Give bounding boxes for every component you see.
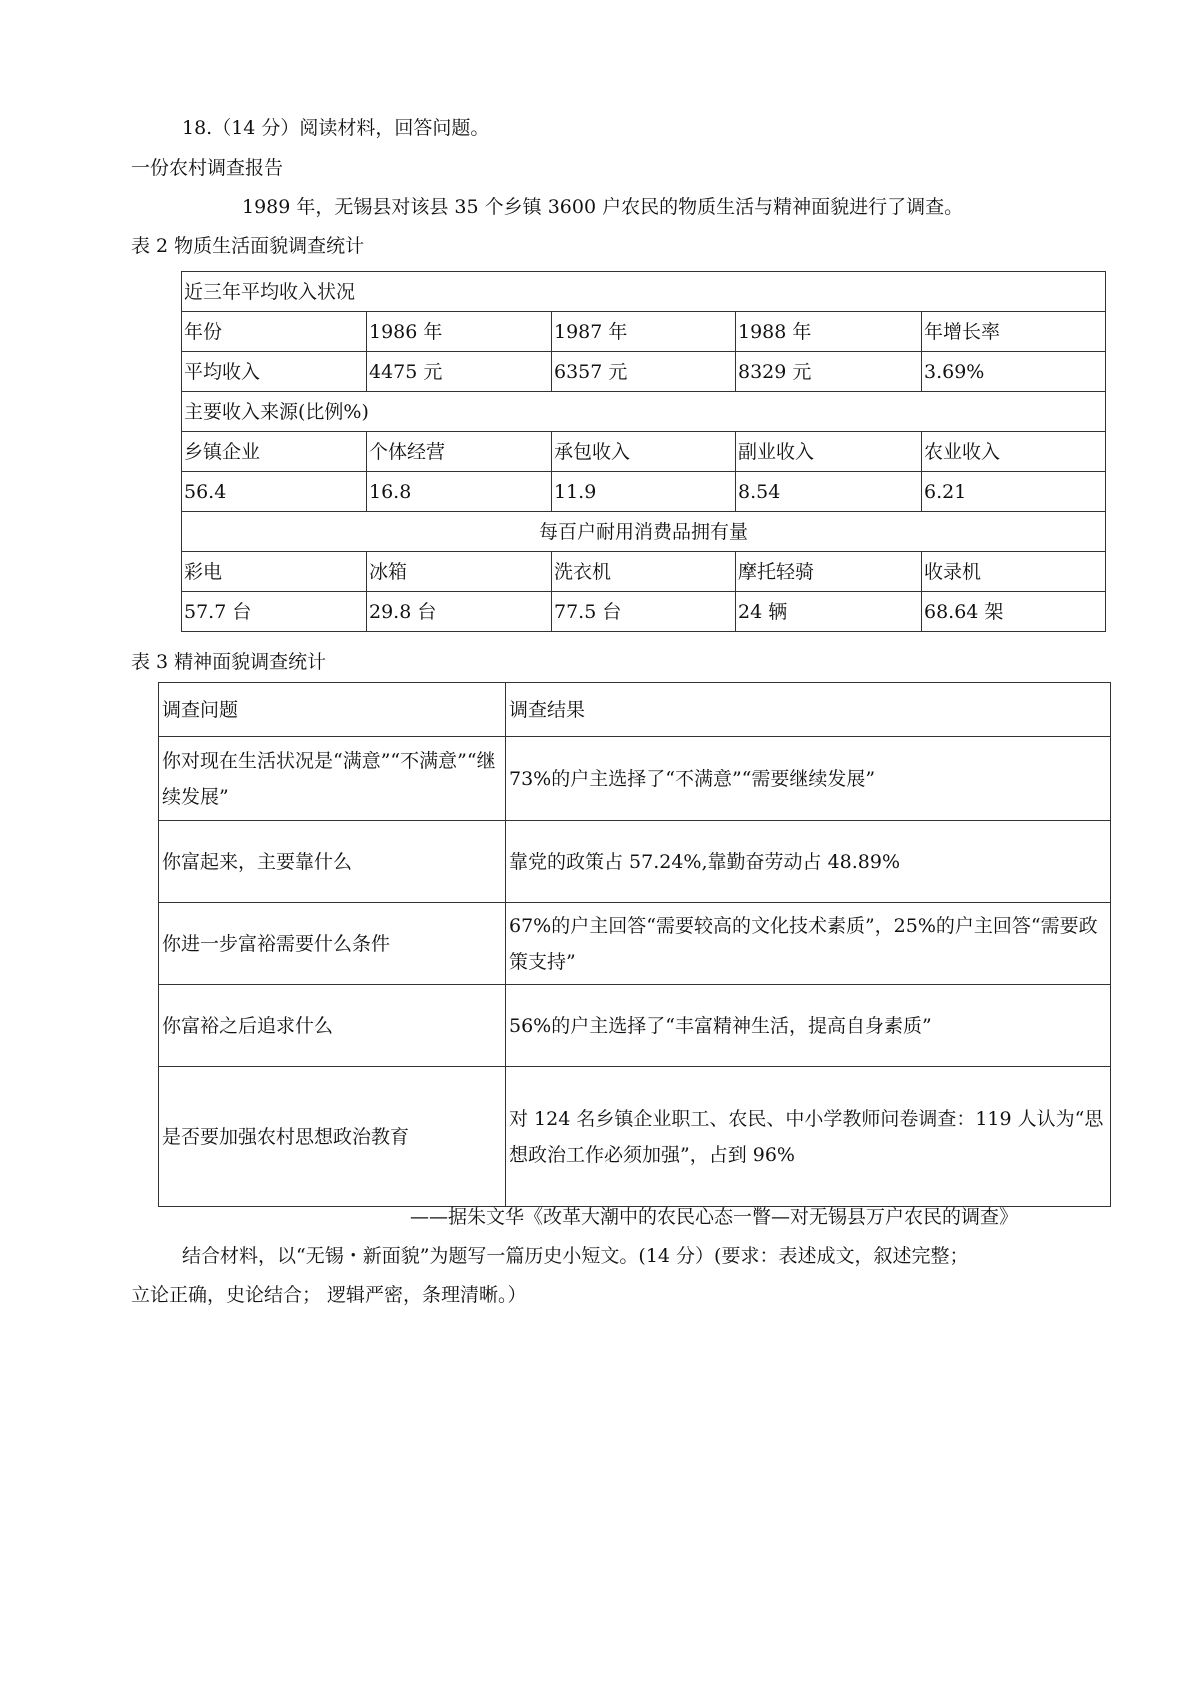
table-cell: 1987 年 (552, 312, 736, 352)
task-line-2: 立论正确，史论结合； 逻辑严密，条理清晰。） (131, 1284, 527, 1306)
answer-cell: 73%的户主选择了“不满意”“需要继续发展” (506, 737, 1111, 821)
table-row (182, 352, 1106, 392)
table-cell: 农业收入 (922, 432, 1106, 472)
table-row (159, 903, 1111, 985)
table-cell: 个体经营 (367, 432, 552, 472)
table-cell: 24 辆 (736, 592, 922, 632)
table-cell: 57.7 台 (182, 592, 367, 632)
table-cell: 洗衣机 (552, 552, 736, 592)
task-line-1: 结合材料，以“无锡・新面貌”为题写一篇历史小短文。(14 分）(要求：表述成文，叙述完整； (182, 1245, 969, 1267)
table-cell: 1986 年 (367, 312, 552, 352)
table-cell: 收录机 (922, 552, 1106, 592)
table-cell: 1988 年 (736, 312, 922, 352)
answer-cell: 56%的户主选择了“丰富精神生活，提高自身素质” (506, 985, 1111, 1067)
question-header: 18.（14 分）阅读材料，回答问题。 (182, 117, 490, 139)
table-cell: 6357 元 (552, 352, 736, 392)
question-cell: 你富裕之后追求什么 (159, 985, 506, 1067)
table-cell: 平均收入 (182, 352, 367, 392)
table-cell: 68.64 架 (922, 592, 1106, 632)
table-cell: 副业收入 (736, 432, 922, 472)
table-cell: 彩电 (182, 552, 367, 592)
header-cell: 调查结果 (506, 683, 1111, 737)
question-cell: 你富起来，主要靠什么 (159, 821, 506, 903)
source-title: 主要收入来源(比例%) (182, 392, 1106, 432)
table-cell: 冰箱 (367, 552, 552, 592)
answer-cell: 对 124 名乡镇企业职工、农民、中小学教师问卷调查：119 人认为“思想政治工作必须加强”，占到 96% (506, 1067, 1111, 1207)
table-row (159, 737, 1111, 821)
intro-paragraph: 1989 年，无锡县对该县 35 个乡镇 3600 户农民的物质生活与精神面貌进行了调查。 (242, 196, 964, 218)
table-cell: 16.8 (367, 472, 552, 512)
table-cell: 3.69% (922, 352, 1106, 392)
table-cell: 6.21 (922, 472, 1106, 512)
material-life-table (181, 271, 1106, 632)
spiritual-outlook-table (158, 682, 1111, 1207)
income-title: 近三年平均收入状况 (182, 272, 1106, 312)
table-cell: 77.5 台 (552, 592, 736, 632)
durable-title: 每百户耐用消费品拥有量 (182, 512, 1106, 552)
table-cell: 11.9 (552, 472, 736, 512)
table-header-row (159, 683, 1111, 737)
table-row (182, 552, 1106, 592)
source-citation: ——据朱文华《改革大潮中的农民心态一瞥—对无锡县万户农民的调查》 (410, 1206, 1019, 1228)
question-cell: 是否要加强农村思想政治教育 (159, 1067, 506, 1207)
report-title: 一份农村调查报告 (131, 157, 284, 179)
table-cell: 29.8 台 (367, 592, 552, 632)
table3-caption: 表 3 精神面貌调查统计 (131, 651, 327, 673)
table-row (159, 821, 1111, 903)
table-cell: 年份 (182, 312, 367, 352)
table-cell: 摩托轻骑 (736, 552, 922, 592)
table-row (182, 432, 1106, 472)
table-row (182, 312, 1106, 352)
table-cell: 承包收入 (552, 432, 736, 472)
table-row (159, 985, 1111, 1067)
table-cell: 56.4 (182, 472, 367, 512)
table2-caption: 表 2 物质生活面貌调查统计 (131, 235, 365, 257)
answer-cell: 靠党的政策占 57.24%,靠勤奋劳动占 48.89% (506, 821, 1111, 903)
answer-cell: 67%的户主回答“需要较高的文化技术素质”，25%的户主回答“需要政策支持” (506, 903, 1111, 985)
table-row (182, 472, 1106, 512)
table-row (159, 1067, 1111, 1207)
table-row (182, 592, 1106, 632)
question-cell: 你进一步富裕需要什么条件 (159, 903, 506, 985)
question-cell: 你对现在生活状况是“满意”“不满意”“继续发展” (159, 737, 506, 821)
table-cell: 乡镇企业 (182, 432, 367, 472)
table-cell: 8.54 (736, 472, 922, 512)
header-cell: 调查问题 (159, 683, 506, 737)
table-cell: 年增长率 (922, 312, 1106, 352)
table-cell: 8329 元 (736, 352, 922, 392)
table-cell: 4475 元 (367, 352, 552, 392)
